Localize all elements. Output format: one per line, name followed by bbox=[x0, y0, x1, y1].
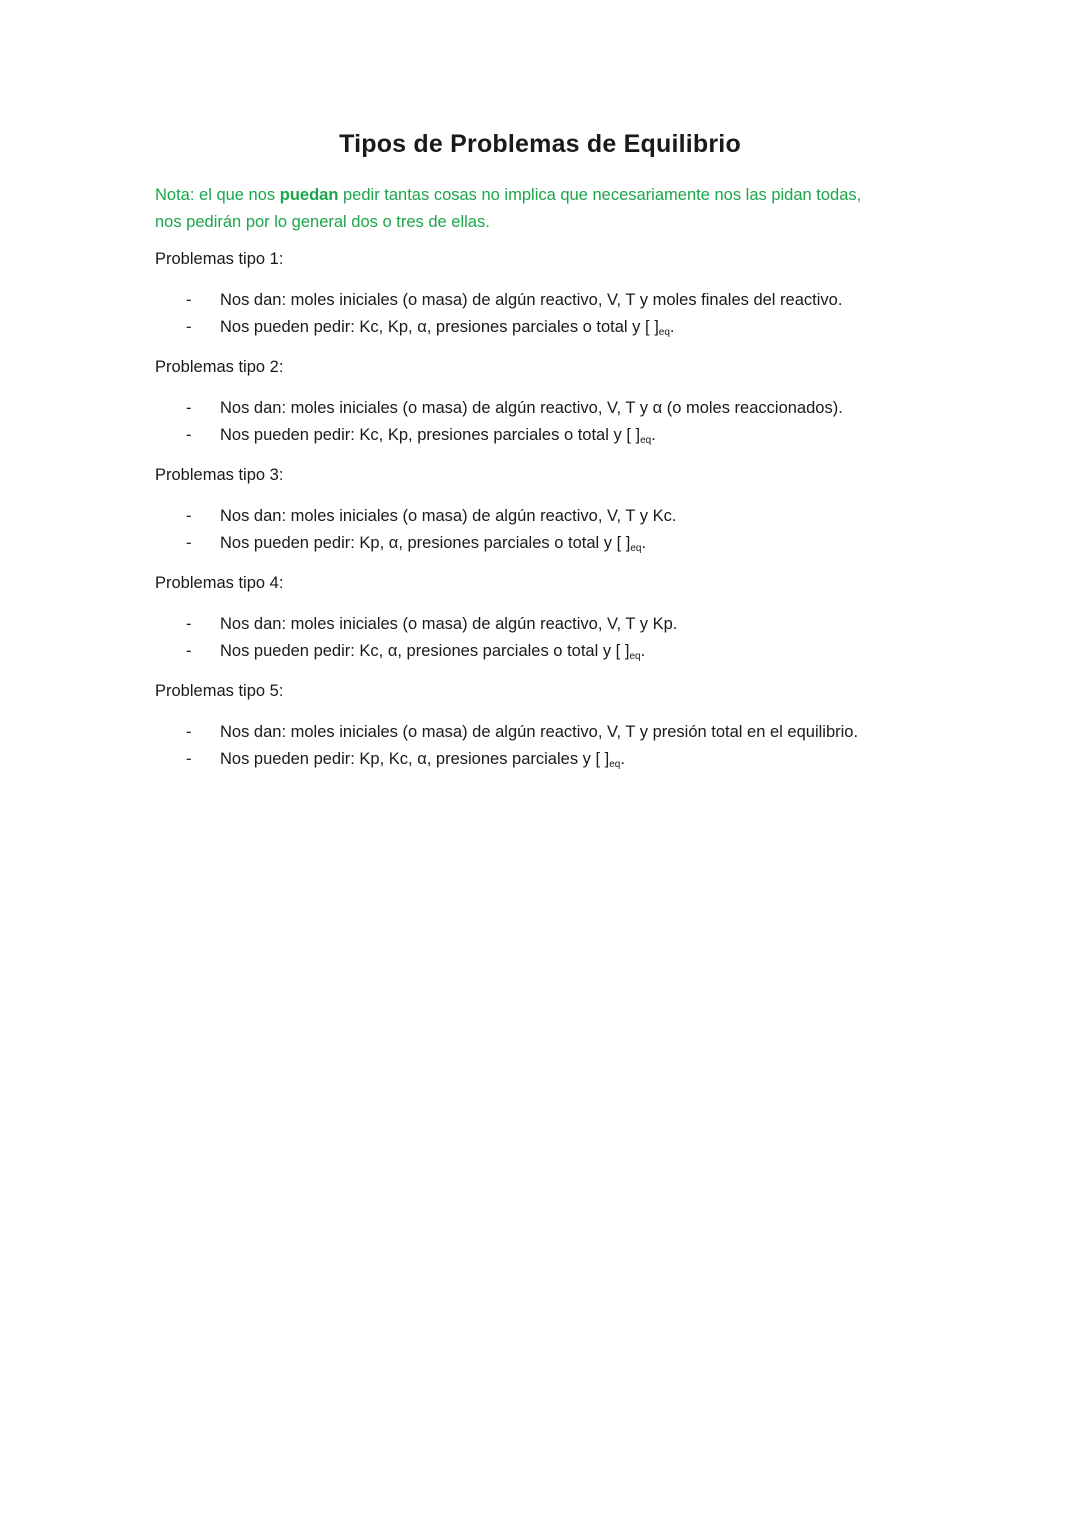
asked-text-main: Nos pueden pedir: Kp, Kc, α, presiones parciales y [ ] bbox=[220, 750, 610, 768]
note-line1-rest: pedir tantas cosas no implica que necesariamente nos las pidan todas, bbox=[338, 186, 862, 204]
section-heading-5: Problemas tipo 5: bbox=[155, 682, 284, 700]
page-title: Tipos de Problemas de Equilibrio bbox=[339, 130, 741, 158]
list-item-asked-3 bbox=[0, 534, 1080, 556]
bullet-dash: - bbox=[186, 291, 192, 309]
list-item-asked-5 bbox=[0, 750, 1080, 772]
bullet-dash: - bbox=[186, 750, 192, 768]
bullet-dash: - bbox=[186, 426, 192, 444]
list-item-given-5 bbox=[0, 723, 1080, 745]
note-prefix: Nota: el que nos bbox=[155, 186, 280, 204]
note-paragraph bbox=[155, 182, 935, 236]
list-item-asked-4 bbox=[0, 642, 1080, 664]
list-item-given-3 bbox=[0, 507, 1080, 529]
asked-text-end: . bbox=[669, 318, 675, 336]
asked-text-main: Nos pueden pedir: Kc, Kp, α, presiones parciales o total y [ ] bbox=[220, 318, 659, 336]
asked-text-end: . bbox=[620, 750, 625, 768]
eq-subscript: eq bbox=[629, 651, 641, 662]
given-text: Nos dan: moles iniciales (o masa) de algún reactivo, V, T y Kc. bbox=[220, 507, 677, 525]
bullet-dash: - bbox=[186, 318, 192, 336]
list-item-given-4 bbox=[0, 615, 1080, 637]
section-heading-1: Problemas tipo 1: bbox=[155, 250, 284, 268]
bullet-dash: - bbox=[186, 399, 192, 417]
eq-subscript: eq bbox=[609, 759, 621, 770]
given-text: Nos dan: moles iniciales (o masa) de algún reactivo, V, T y α (o moles reaccionados). bbox=[220, 399, 843, 417]
bullet-dash: - bbox=[186, 723, 192, 741]
section-heading-3: Problemas tipo 3: bbox=[155, 466, 284, 484]
list-item-given-1 bbox=[0, 291, 1080, 313]
eq-subscript: eq bbox=[640, 435, 652, 446]
list-item-given-2 bbox=[0, 399, 1080, 421]
list-item-asked-2 bbox=[0, 426, 1080, 448]
asked-text bbox=[220, 750, 625, 770]
given-text: Nos dan: moles iniciales (o masa) de algún reactivo, V, T y Kp. bbox=[220, 615, 678, 633]
asked-text-main: Nos pueden pedir: Kc, α, presiones parciales o total y [ ] bbox=[220, 642, 630, 660]
asked-text-end: . bbox=[640, 642, 646, 660]
asked-text bbox=[220, 426, 656, 446]
eq-subscript: eq bbox=[630, 543, 642, 554]
asked-text bbox=[220, 318, 675, 338]
asked-text-main: Nos pueden pedir: Kc, Kp, presiones parciales o total y [ ] bbox=[220, 426, 641, 444]
section-heading-2: Problemas tipo 2: bbox=[155, 358, 284, 376]
asked-text bbox=[220, 642, 645, 662]
bullet-dash: - bbox=[186, 615, 192, 633]
eq-subscript: eq bbox=[658, 327, 670, 338]
bullet-dash: - bbox=[186, 642, 192, 660]
section-heading-4: Problemas tipo 4: bbox=[155, 574, 284, 592]
note-line2: nos pedirán por lo general dos o tres de ellas. bbox=[155, 213, 490, 231]
bullet-dash: - bbox=[186, 534, 192, 552]
list-item-asked-1 bbox=[0, 318, 1080, 340]
given-text: Nos dan: moles iniciales (o masa) de algún reactivo, V, T y presión total en el equilibrio. bbox=[220, 723, 859, 741]
note-emphasis: puedan bbox=[279, 186, 339, 204]
asked-text-end: . bbox=[641, 534, 647, 552]
asked-text-end: . bbox=[651, 426, 656, 444]
given-text: Nos dan: moles iniciales (o masa) de algún reactivo, V, T y moles finales del reactivo. bbox=[220, 291, 843, 309]
bullet-dash: - bbox=[186, 507, 192, 525]
asked-text bbox=[220, 534, 646, 554]
asked-text-main: Nos pueden pedir: Kp, α, presiones parciales o total y [ ] bbox=[220, 534, 631, 552]
